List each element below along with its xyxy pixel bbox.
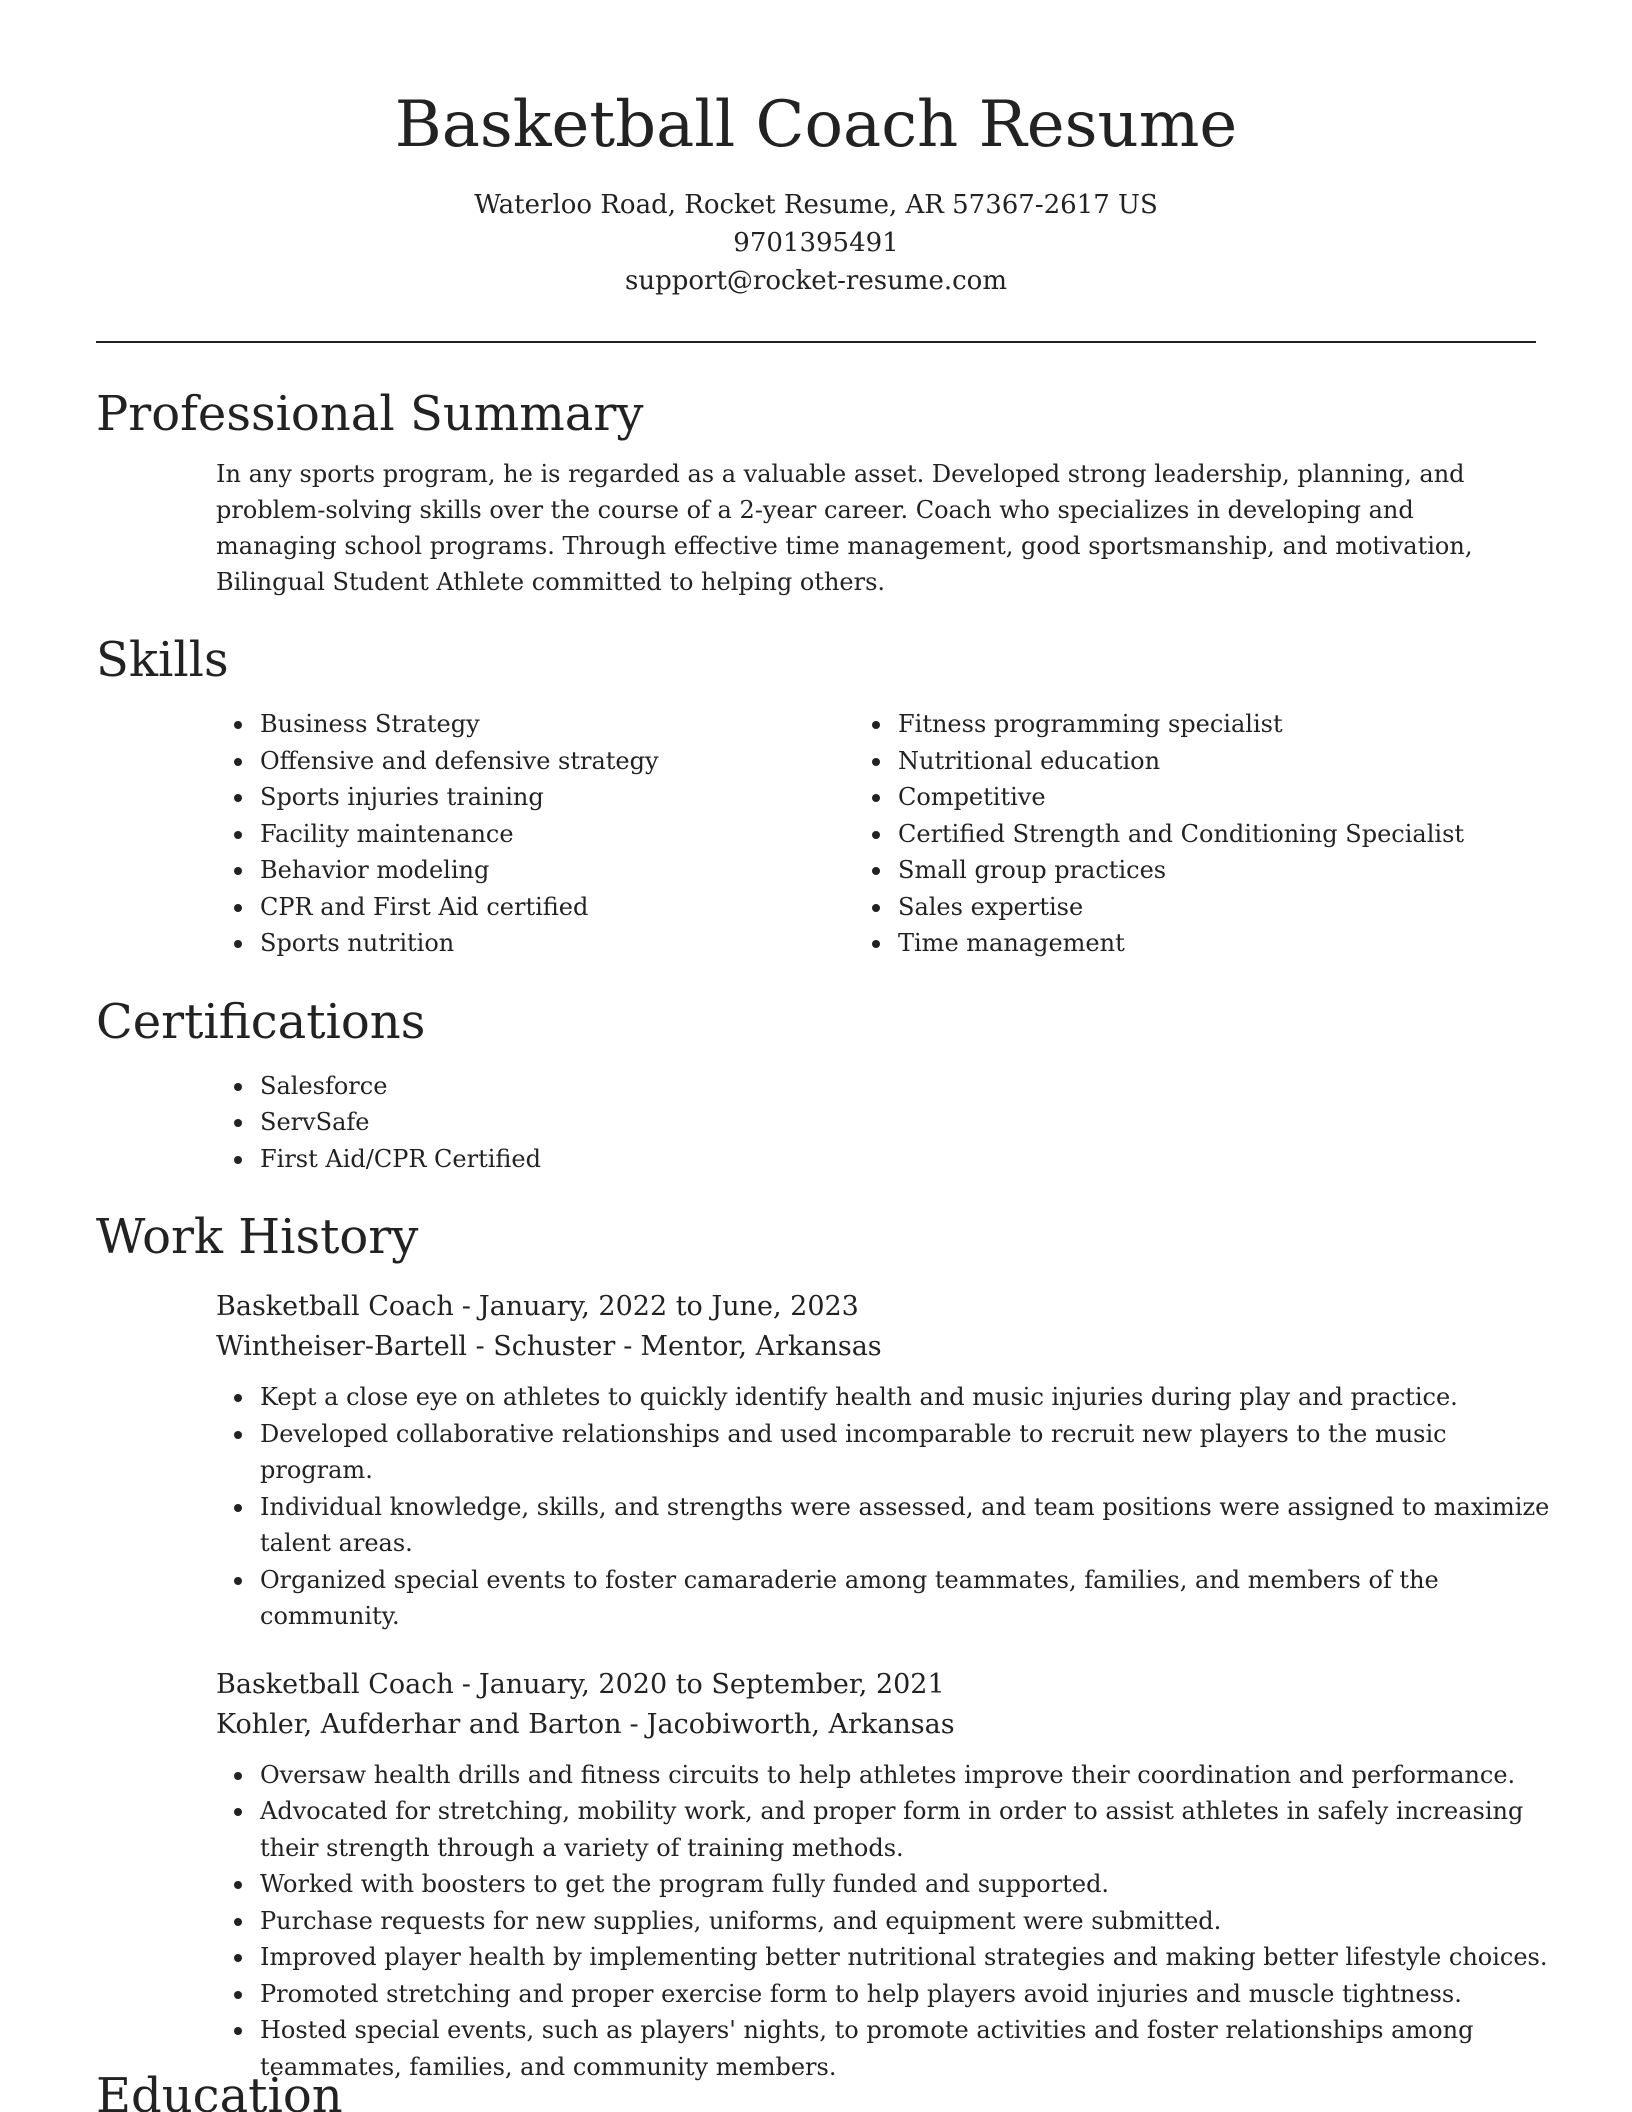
work-history-section — [96, 1203, 1550, 2085]
job-bullet: Oversaw health drills and fitness circuits to help athletes improve their coordination and performance. — [260, 1757, 1560, 1794]
skill-item: CPR and First Aid certified — [260, 889, 898, 926]
job-bullet: Kept a close eye on athletes to quickly identify health and music injuries during play and practice. — [260, 1379, 1560, 1416]
skill-item: Small group practices — [898, 852, 1536, 889]
work-history-heading: Work History — [96, 1209, 419, 1265]
skill-item: Nutritional education — [898, 743, 1536, 780]
job-entry — [216, 1287, 1550, 1635]
skill-item: Sports injuries training — [260, 779, 898, 816]
skill-item: Business Strategy — [260, 706, 898, 743]
summary-heading: Professional Summary — [96, 386, 644, 442]
job-bullet: Promoted stretching and proper exercise form to help players avoid injuries and muscle tightness. — [260, 1976, 1560, 2013]
job-location: Mentor, Arkansas — [640, 1331, 882, 1362]
job-bullet: Purchase requests for new supplies, uniforms, and equipment were submitted. — [260, 1903, 1560, 1940]
job-bullet: Developed collaborative relationships and used incomparable to recruit new players to the music program. — [260, 1416, 1560, 1489]
job-bullet: Hosted special events, such as players' nights, to promote activities and foster relationships among teammates, families, and community members. — [260, 2012, 1560, 2085]
skill-item: Offensive and defensive strategy — [260, 743, 898, 780]
skill-item: Facility maintenance — [260, 816, 898, 853]
job-dates: January, 2022 to June, 2023 — [478, 1291, 859, 1322]
job-bullet: Improved player health by implementing better nutritional strategies and making better lifestyle choices. — [260, 1939, 1560, 1976]
job-title-line: Basketball Coach - January, 2020 to September, 2021 — [216, 1668, 945, 1700]
contact-phone: 9701395491 — [733, 228, 899, 258]
skill-item: Competitive — [898, 779, 1536, 816]
contact-info — [96, 186, 1536, 300]
job-bullets — [260, 1379, 1560, 1635]
certifications-list — [260, 1068, 1620, 1178]
job-bullet: Advocated for stretching, mobility work, and proper form in order to assist athletes in safely increasing their strength through a variety of training methods. — [260, 1793, 1560, 1866]
summary-section — [96, 380, 1536, 600]
job-company: Kohler, Aufderhar and Barton — [216, 1708, 622, 1740]
certification-item: ServSafe — [260, 1104, 1620, 1141]
certification-item: First Aid/CPR Certified — [260, 1141, 1620, 1178]
education-heading: Education — [96, 2068, 343, 2112]
certification-item: Salesforce — [260, 1068, 1620, 1105]
certifications-heading: Certifications — [96, 993, 426, 1050]
skills-section — [96, 626, 1536, 962]
skill-item: Fitness programming specialist — [898, 706, 1536, 743]
skills-column-1 — [260, 706, 898, 962]
skill-item: Behavior modeling — [260, 852, 898, 889]
resume-header — [96, 80, 1536, 300]
job-location: Jacobiworth, Arkansas — [646, 1708, 955, 1740]
job-title: Basketball Coach — [216, 1668, 454, 1700]
skills-heading: Skills — [96, 632, 229, 688]
job-bullet: Organized special events to foster camaraderie among teammates, families, and members of the community. — [260, 1562, 1560, 1635]
job-bullet: Worked with boosters to get the program fully funded and supported. — [260, 1866, 1560, 1903]
header-divider — [96, 341, 1536, 343]
skill-item: Time management — [898, 925, 1536, 962]
job-title: Basketball Coach — [216, 1291, 454, 1322]
resume-content — [96, 380, 1550, 2085]
contact-address: Waterloo Road, Rocket Resume, AR 57367-2617 US — [474, 190, 1158, 220]
skill-item: Sales expertise — [898, 889, 1536, 926]
skills-column-2 — [898, 706, 1536, 962]
skill-item: Sports nutrition — [260, 925, 898, 962]
job-company: Wintheiser-Bartell - Schuster — [216, 1331, 616, 1362]
job-entry — [216, 1665, 1548, 2086]
certifications-section — [96, 988, 1536, 1178]
contact-email: support@rocket-resume.com — [624, 266, 1007, 296]
job-title-line: Basketball Coach - January, 2022 to June, 2023 — [216, 1291, 859, 1322]
skill-item: Certified Strength and Conditioning Specialist — [898, 816, 1536, 853]
job-bullets — [260, 1757, 1560, 2086]
job-company-line: Kohler, Aufderhar and Barton - Jacobiworth, Arkansas — [216, 1708, 955, 1740]
summary-text: In any sports program, he is regarded as a valuable asset. Developed strong leadership, planning, and problem-solving skills over the course of a 2-year career. Coach who specializes in developing and managing school programs. Through effective time management, good sportsmanship, and motivation, Bilingual Student Athlete committed to helping others. — [216, 460, 1473, 596]
job-company-line: Wintheiser-Bartell - Schuster - Mentor, Arkansas — [216, 1331, 882, 1362]
resume-title: Basketball Coach Resume — [394, 88, 1238, 162]
job-dates: January, 2020 to September, 2021 — [478, 1668, 945, 1700]
skills-columns — [96, 706, 1536, 962]
job-bullet: Individual knowledge, skills, and strengths were assessed, and team positions were assigned to maximize talent areas. — [260, 1489, 1560, 1562]
